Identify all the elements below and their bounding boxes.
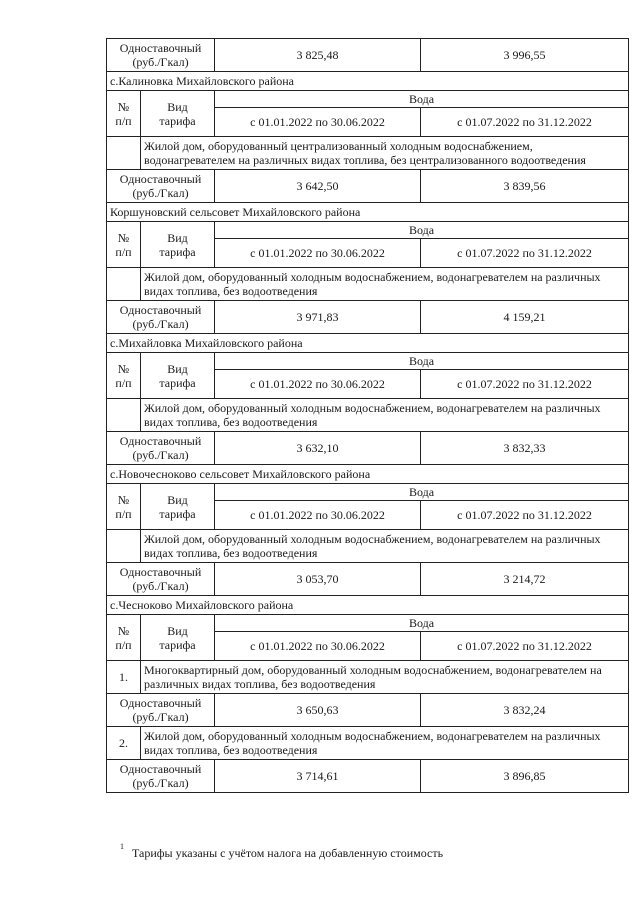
item-description: Жилой дом, оборудованный холодным водоснабжением, водонагревателем на различных видах топлива, без водоотведения: [141, 268, 629, 301]
tariff-value-period1: 3 650,63: [215, 694, 421, 727]
tariff-value-period2: 3 839,56: [421, 170, 629, 203]
tariff-value-period2: 3 832,24: [421, 694, 629, 727]
unit-label-line1: Одноставочный: [119, 762, 202, 776]
item-description: Жилой дом, оборудованный централизованный холодным водоснабжением, водонагревателем на различных видах топлива, без централизованного водоотведения: [141, 137, 629, 170]
section-title-row: [107, 203, 629, 222]
period1-header: с 01.01.2022 по 30.06.2022: [215, 501, 421, 530]
section-title: с.Калиновка Михайловского района: [107, 72, 629, 91]
unit-label-cell: [107, 760, 215, 793]
unit-label-cell: [107, 694, 215, 727]
col-type-line2: тарифа: [159, 506, 196, 521]
col-num-header: [107, 91, 141, 137]
section-title: с.Чесноково Михайловского района: [107, 596, 629, 615]
tariff-value-period1: 3 714,61: [215, 760, 421, 793]
unit-label-line2: (руб./Гкал): [132, 186, 189, 200]
footnote-text: Тарифы указаны с учётом налога на добавленную стоимость: [132, 846, 444, 860]
header-row: [107, 353, 629, 370]
period2-header: с 01.07.2022 по 31.12.2022: [421, 501, 629, 530]
col-num-line2: п/п: [115, 506, 132, 521]
water-header: Вода: [215, 615, 629, 632]
water-header: Вода: [215, 353, 629, 370]
period1-header: с 01.01.2022 по 30.06.2022: [215, 370, 421, 399]
period1-header: с 01.01.2022 по 30.06.2022: [215, 239, 421, 268]
col-num-line2: п/п: [115, 375, 132, 390]
item-number: [107, 268, 141, 301]
header-row: [107, 91, 629, 108]
unit-label-line2: (руб./Гкал): [132, 317, 189, 331]
description-row: [107, 137, 629, 170]
period2-header: с 01.07.2022 по 31.12.2022: [421, 632, 629, 661]
unit-label-line1: Одноставочный: [119, 172, 202, 186]
footnote-mark: 1: [120, 842, 124, 851]
unit-label-line1: Одноставочный: [119, 565, 202, 579]
tariff-value-period2: 4 159,21: [421, 301, 629, 334]
section-title-row: [107, 72, 629, 91]
description-row: [107, 268, 629, 301]
tariff-value-row: [107, 563, 629, 596]
unit-label-line2: (руб./Гкал): [132, 579, 189, 593]
item-number: [107, 399, 141, 432]
item-description: Многоквартирный дом, оборудованный холодным водоснабжением, водонагревателем на различных видах топлива, без водоотведения: [141, 661, 629, 694]
tariff-value-row: [107, 170, 629, 203]
col-type-line2: тарифа: [159, 113, 196, 128]
header-row: [107, 615, 629, 632]
col-type-line2: тарифа: [159, 637, 196, 652]
col-num-header: [107, 615, 141, 661]
period2-header: с 01.07.2022 по 31.12.2022: [421, 370, 629, 399]
header-row: [107, 484, 629, 501]
col-type-header: [141, 484, 215, 530]
col-type-line2: тарифа: [159, 244, 196, 259]
tariff-value-period1: 3 053,70: [215, 563, 421, 596]
col-type-line1: Вид: [167, 361, 188, 376]
table-row: [107, 39, 629, 72]
section-title: с.Новочесноково сельсовет Михайловского района: [107, 465, 629, 484]
tariff-value-period2: 3 896,85: [421, 760, 629, 793]
unit-label-line1: Одноставочный: [119, 303, 202, 317]
unit-label-line1: Одноставочный: [119, 696, 202, 710]
unit-label-line2: (руб./Гкал): [132, 710, 189, 724]
water-header: Вода: [215, 91, 629, 108]
section-title: Коршуновский сельсовет Михайловского района: [107, 203, 629, 222]
col-type-line1: Вид: [167, 623, 188, 638]
tariff-table: [106, 38, 629, 793]
col-num-line2: п/п: [115, 244, 132, 259]
description-row: [107, 727, 629, 760]
section-title-row: [107, 596, 629, 615]
unit-label-cell: [107, 563, 215, 596]
tariff-value-period1: 3 632,10: [215, 432, 421, 465]
col-num-line2: п/п: [115, 637, 132, 652]
col-num-line1: №: [117, 230, 130, 245]
unit-label-line2: (руб./Гкал): [132, 776, 189, 790]
col-type-line1: Вид: [167, 492, 188, 507]
tariff-value-period2: 3 214,72: [421, 563, 629, 596]
description-row: [107, 399, 629, 432]
header-row: [107, 222, 629, 239]
item-number: 2.: [107, 727, 141, 760]
footnote: [120, 842, 620, 861]
col-num-line1: №: [117, 361, 130, 376]
period1-header: с 01.01.2022 по 30.06.2022: [215, 108, 421, 137]
unit-label-line1: Одноставочный: [119, 41, 202, 55]
col-num-line2: п/п: [115, 113, 132, 128]
col-type-header: [141, 222, 215, 268]
col-num-header: [107, 353, 141, 399]
section-title: с.Михайловка Михайловского района: [107, 334, 629, 353]
tariff-value-row: [107, 694, 629, 727]
item-number: 1.: [107, 661, 141, 694]
tariff-value-period2: 3 996,55: [421, 39, 629, 72]
description-row: [107, 661, 629, 694]
tariff-value-row: [107, 432, 629, 465]
period2-header: с 01.07.2022 по 31.12.2022: [421, 239, 629, 268]
unit-label-cell: [107, 301, 215, 334]
item-description: Жилой дом, оборудованный холодным водоснабжением, водонагревателем на различных видах топлива, без водоотведения: [141, 530, 629, 563]
col-type-header: [141, 615, 215, 661]
period1-header: с 01.01.2022 по 30.06.2022: [215, 632, 421, 661]
tariff-value-period2: 3 832,33: [421, 432, 629, 465]
item-number: [107, 137, 141, 170]
section-title-row: [107, 334, 629, 353]
col-type-line2: тарифа: [159, 375, 196, 390]
tariff-value-period1: 3 825,48: [215, 39, 421, 72]
item-description: Жилой дом, оборудованный холодным водоснабжением, водонагревателем на различных видах топлива, без водоотведения: [141, 727, 629, 760]
col-type-header: [141, 91, 215, 137]
item-description: Жилой дом, оборудованный холодным водоснабжением, водонагревателем на различных видах топлива, без водоотведения: [141, 399, 629, 432]
water-header: Вода: [215, 484, 629, 501]
col-type-line1: Вид: [167, 99, 188, 114]
col-num-line1: №: [117, 623, 130, 638]
col-num-line1: №: [117, 492, 130, 507]
item-number: [107, 530, 141, 563]
water-header: Вода: [215, 222, 629, 239]
tariff-table-body: [107, 39, 629, 793]
unit-label-cell: [107, 432, 215, 465]
unit-label-line2: (руб./Гкал): [132, 55, 189, 69]
section-title-row: [107, 465, 629, 484]
col-num-header: [107, 484, 141, 530]
col-type-line1: Вид: [167, 230, 188, 245]
unit-label-line1: Одноставочный: [119, 434, 202, 448]
col-num-header: [107, 222, 141, 268]
description-row: [107, 530, 629, 563]
unit-label-cell: [107, 170, 215, 203]
col-num-line1: №: [117, 99, 130, 114]
period2-header: с 01.07.2022 по 31.12.2022: [421, 108, 629, 137]
tariff-value-period1: 3 971,83: [215, 301, 421, 334]
unit-label-line2: (руб./Гкал): [132, 448, 189, 462]
tariff-value-row: [107, 301, 629, 334]
tariff-value-period1: 3 642,50: [215, 170, 421, 203]
tariff-value-row: [107, 760, 629, 793]
unit-label-cell: [107, 39, 215, 72]
col-type-header: [141, 353, 215, 399]
